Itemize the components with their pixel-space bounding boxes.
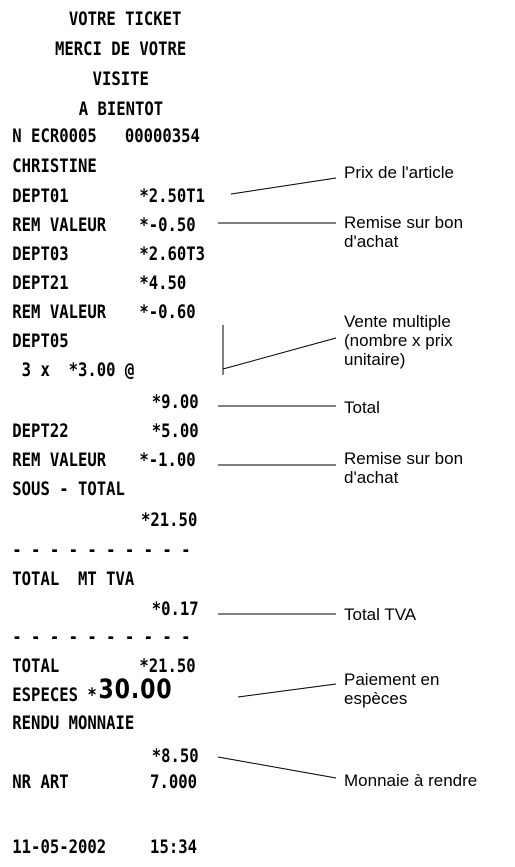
annotation-change-due: Monnaie à rendre — [344, 771, 478, 790]
item-amount: *2.50T1 — [139, 185, 206, 207]
items-count-label: NR ART — [12, 771, 69, 793]
annotation-multiple-sale: Vente multiple (nombre x prix unitaire) — [344, 312, 453, 369]
annotation-item-price: Prix de l'article — [344, 163, 455, 182]
receipt-time: 15:34 — [150, 836, 197, 858]
total-label: TOTAL — [12, 655, 60, 677]
item-name: REM VALEUR — [12, 214, 107, 236]
register-number: N ECR0005 00000354 — [12, 125, 200, 147]
item-name: REM VALEUR — [12, 301, 107, 323]
item-amount: *-0.60 — [139, 301, 196, 323]
receipt-header-line: VOTRE TICKET — [68, 8, 182, 30]
receipt-date: 11-05-2002 — [12, 836, 107, 858]
change-value: *8.50 — [151, 745, 199, 767]
item-amount: *-0.50 — [139, 214, 196, 236]
callout-line — [238, 684, 336, 697]
cash-label: ESPECES * — [12, 684, 97, 706]
callout-line — [231, 178, 336, 194]
item-amount: *5.00 — [151, 420, 199, 442]
change-label: RENDU MONNAIE — [12, 712, 135, 734]
separator: - - - - - - - - - - — [12, 626, 191, 648]
operator-name: CHRISTINE — [12, 155, 97, 177]
item-amount: *2.60T3 — [139, 243, 206, 265]
item-name: DEPT21 — [12, 272, 69, 294]
cash-value: 30.00 — [98, 674, 173, 705]
receipt-header-line: A BIENTOT — [78, 98, 164, 120]
callout-line — [223, 338, 336, 369]
item-name: DEPT05 — [12, 330, 69, 352]
item-name: DEPT22 — [12, 420, 69, 442]
item-multiplier: 3 x *3.00 @ — [12, 359, 135, 381]
annotation-coupon-discount: Remise sur bon d'achat — [344, 213, 464, 251]
item-name: DEPT01 — [12, 185, 69, 207]
separator: - - - - - - - - - - — [12, 539, 191, 561]
subtotal-value: *21.50 — [141, 509, 198, 531]
item-amount: *-1.00 — [139, 449, 196, 471]
annotation-total: Total — [344, 398, 380, 417]
vat-value: *0.17 — [151, 598, 199, 620]
receipt-header-line: MERCI DE VOTRE — [54, 38, 187, 60]
receipt-header-line: VISITE — [92, 68, 149, 90]
item-name: DEPT03 — [12, 243, 69, 265]
item-name: REM VALEUR — [12, 449, 107, 471]
item-amount: *9.00 — [151, 391, 199, 413]
annotation-coupon-discount: Remise sur bon d'achat — [344, 449, 464, 487]
callout-line — [218, 757, 336, 778]
total-value: *21.50 — [139, 655, 196, 677]
vat-label: TOTAL MT TVA — [12, 568, 135, 590]
subtotal-label: SOUS - TOTAL — [12, 478, 125, 500]
annotation-cash-payment: Paiement en espèces — [344, 670, 440, 708]
item-amount: *4.50 — [139, 272, 187, 294]
annotation-vat-total: Total TVA — [344, 605, 417, 624]
items-count-value: 7.000 — [150, 771, 197, 793]
